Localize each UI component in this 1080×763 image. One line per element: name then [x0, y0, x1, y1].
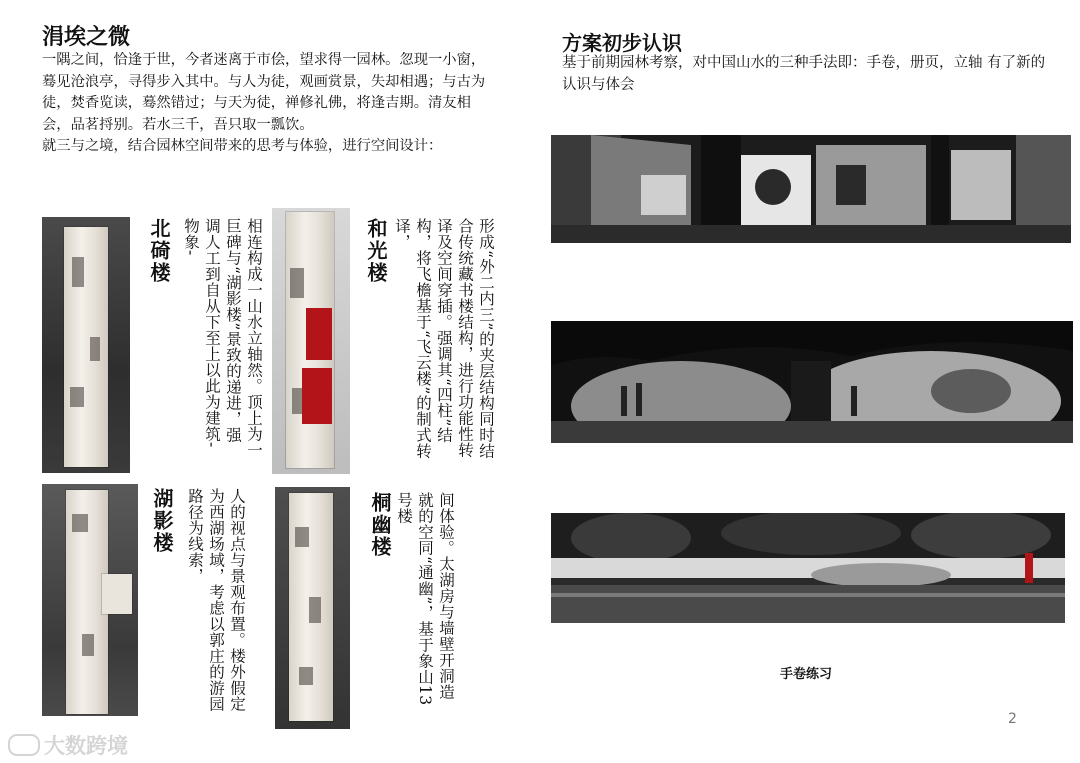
brand-logo-icon	[8, 734, 40, 756]
watermark	[8, 730, 128, 760]
model-photo-beiqi	[42, 217, 130, 473]
intro-paragraph: 就三与之境，结合园林空间带来的思考与体验，进行空间设计：	[42, 138, 443, 155]
intro-paragraph: 一隅之间，恰逢于世，今者迷离于市侩，望求得一园林。忽现一小窗，蓦见沧浪亭，寻得步入其中。与人为徒，观画赏景，失却相遇；与古为徒，焚香览读，蓦然错过；与天为徒，禅修礼佛，将逢吉期。清友相会，品茗捋别。若水三千，吾只取一瓢饮。	[42, 52, 486, 133]
photo-corridor	[551, 135, 1071, 243]
section-title: 涓埃之微	[42, 25, 131, 50]
building-text-tongyou: 间体验。太湖房与墙壁开洞造就的空同“通幽”，基于象山13号楼	[395, 492, 455, 706]
page-number: 2	[1008, 711, 1017, 727]
building-text-beiqi: 相连构成一山水立轴然。顶上为一巨碑与“湖影楼”景致的递进，强调人工到自从下至上以此为建筑-物象-	[182, 218, 263, 458]
photo-cave-svg	[551, 321, 1073, 443]
photo-caption: 手卷练习	[780, 667, 833, 682]
building-name-huying: 湖影楼	[150, 488, 174, 554]
building-text-heguang: 形成“外二内三”的夹层结构同时结合传统藏书楼结构，进行功能性转译及空间穿插。强调其“四柱”结构，将飞檐基于“飞云楼”的制式转译，	[393, 218, 495, 459]
intro-text	[42, 50, 497, 158]
photo-cave	[551, 321, 1073, 443]
building-name-tongyou: 桐幽楼	[368, 492, 392, 558]
model-photo-heguang	[272, 208, 350, 474]
model-photo-tongyou	[275, 487, 350, 729]
photo-pond	[551, 513, 1065, 623]
watermark-text: 大数跨境	[44, 734, 128, 758]
section-subtitle: 基于前期园林考察，对中国山水的三种手法即：手卷，册页，立轴 有了新的认识与体会	[562, 55, 1046, 93]
building-name-heguang: 和光楼	[364, 218, 388, 284]
section-title: 方案初步认识	[562, 31, 682, 55]
photo-corridor-svg	[551, 135, 1071, 243]
building-name-beiqi: 北碕楼	[147, 218, 171, 284]
building-text-huying: 人的视点与景观布置。楼外假定为西湖场域，考虑以郭庄的游园路径为线索，	[186, 488, 246, 712]
photo-pond-svg	[551, 513, 1065, 623]
model-photo-huying	[42, 484, 138, 716]
